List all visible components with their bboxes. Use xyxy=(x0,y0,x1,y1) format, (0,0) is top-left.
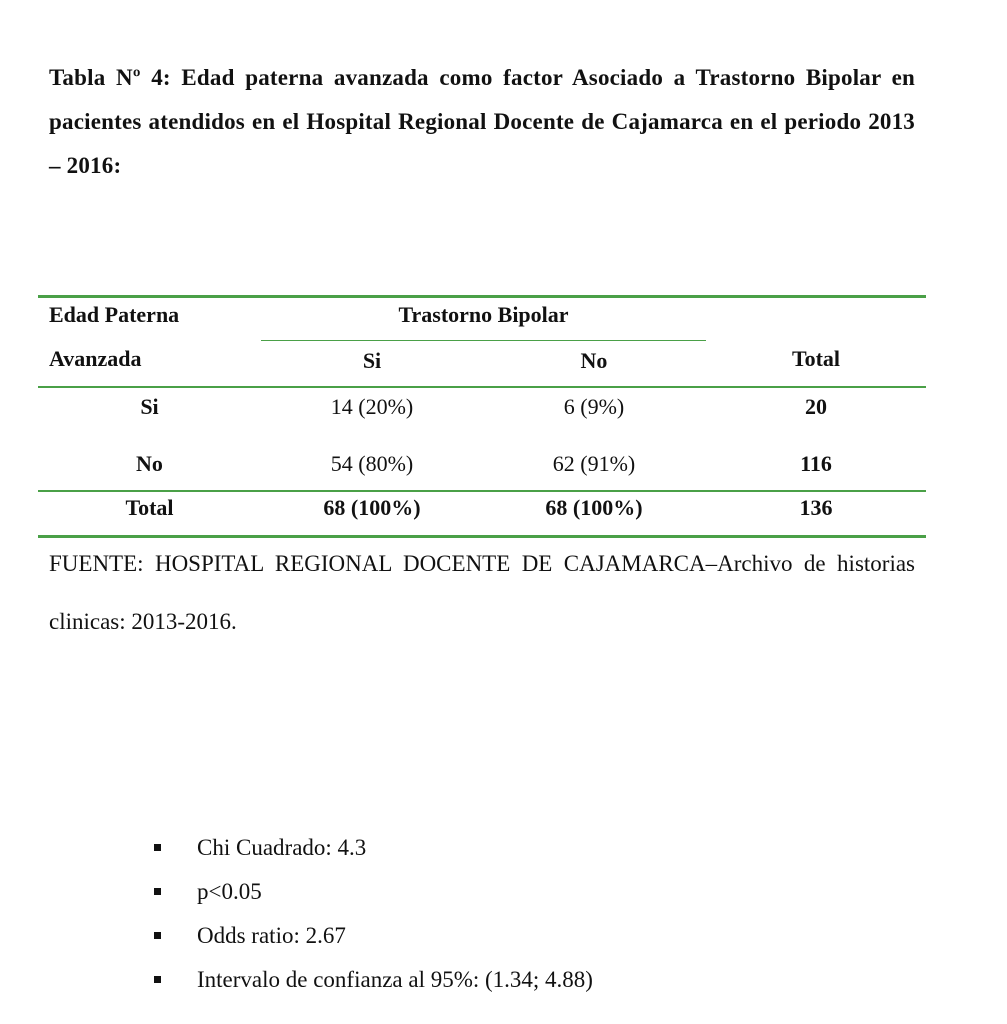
stat-text: Chi Cuadrado: 4.3 xyxy=(197,835,367,860)
statistics-list xyxy=(150,829,593,1005)
header-bottom-rule xyxy=(38,386,926,388)
header-col-total: Total xyxy=(791,346,841,371)
square-bullet-icon xyxy=(154,932,161,939)
total-top-rule xyxy=(38,490,926,492)
header-row-label-line1: Edad Paterna xyxy=(49,302,180,327)
stat-text: p<0.05 xyxy=(197,879,262,904)
cell-total: 20 xyxy=(805,394,827,419)
cell-total: 116 xyxy=(800,451,832,476)
square-bullet-icon xyxy=(154,888,161,895)
row-label: Si xyxy=(140,394,159,419)
header-col-no: No xyxy=(580,348,608,373)
header-col-si: Si xyxy=(362,348,382,373)
stat-text: Odds ratio: 2.67 xyxy=(197,923,346,948)
header-group-trastorno-bipolar: Trastorno Bipolar xyxy=(398,302,569,327)
header-group-rule xyxy=(261,340,706,341)
total-cell-si: 68 (100%) xyxy=(323,495,421,520)
stat-text: Intervalo de confianza al 95%: (1.34; 4.88) xyxy=(197,967,593,992)
cell-si: 14 (20%) xyxy=(330,394,414,419)
table-source-note: FUENTE: HOSPITAL REGIONAL DOCENTE DE CAJAMARCA–Archivo de historias clinicas: 2013-2016. xyxy=(49,551,915,634)
cell-no: 62 (91%) xyxy=(552,451,636,476)
table-caption: Tabla Nº 4: Edad paterna avanzada como factor Asociado a Trastorno Bipolar en pacientes atendidos en el Hospital Regional Docente de Cajamarca en el periodo 2013 – 2016: xyxy=(49,65,915,178)
total-cell-total: 136 xyxy=(799,495,833,520)
stat-item-confidence-interval xyxy=(150,961,593,1005)
cell-no: 6 (9%) xyxy=(563,394,625,419)
stat-item-odds-ratio xyxy=(150,917,593,961)
cell-si: 54 (80%) xyxy=(330,451,414,476)
stat-item-p-value xyxy=(150,873,593,917)
total-cell-no: 68 (100%) xyxy=(545,495,643,520)
square-bullet-icon xyxy=(154,844,161,851)
header-row-label-line2: Avanzada xyxy=(49,346,142,371)
row-label: No xyxy=(136,451,163,476)
table-top-rule xyxy=(38,295,926,298)
stat-item-chi-square xyxy=(150,829,593,873)
total-row-label: Total xyxy=(125,495,174,520)
square-bullet-icon xyxy=(154,976,161,983)
